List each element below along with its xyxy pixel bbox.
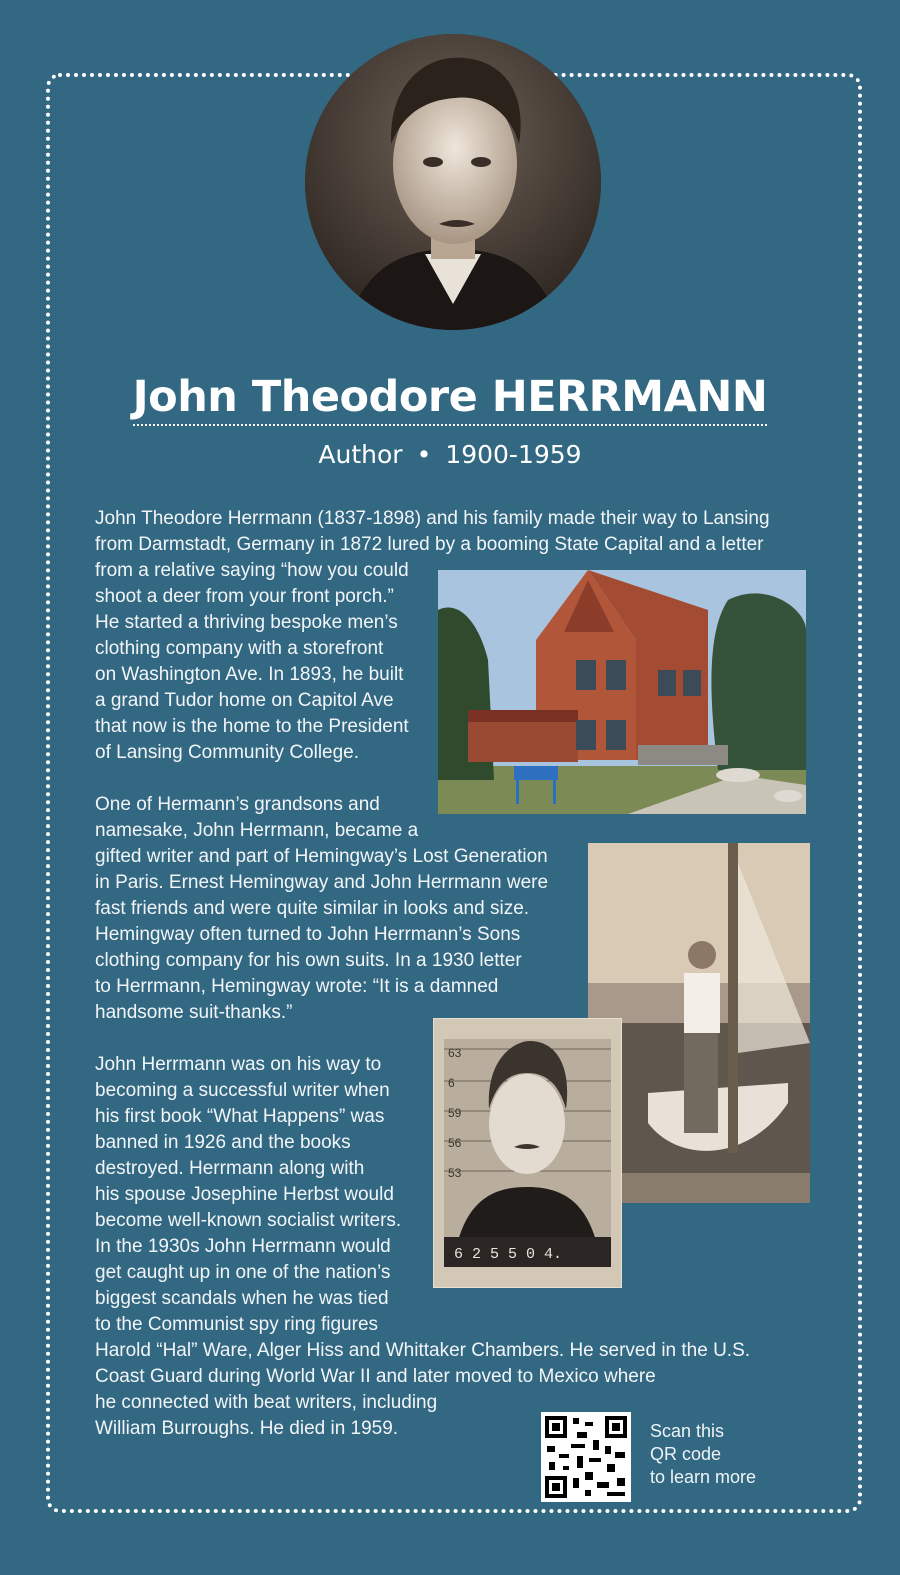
para-1-line: shoot a deer from your front porch.” [95, 586, 394, 607]
para-1-line: a grand Tudor home on Capitol Ave [95, 690, 394, 711]
mugshot-placard-number: 6 2 5 5 0 4. [454, 1246, 563, 1263]
para-2-line: fast friends and were quite similar in looks and size. [95, 898, 530, 919]
para-3-line: biggest scandals when he was tied [95, 1288, 389, 1309]
height-mark: 56 [448, 1136, 462, 1150]
para-1-line: from Darmstadt, Germany in 1872 lured by a booming State Capital and a letter [95, 534, 764, 555]
para-3-line: Harold “Hal” Ware, Alger Hiss and Whittaker Chambers. He served in the U.S. [95, 1340, 751, 1361]
para-3-line: to the Communist spy ring figures [95, 1314, 379, 1335]
para-2-line: gifted writer and part of Hemingway’s Lost Generation [95, 846, 548, 867]
para-1-line: of Lansing Community College. [95, 742, 360, 763]
para-3-line: becoming a successful writer when [95, 1080, 390, 1101]
height-mark: 63 [448, 1046, 462, 1060]
para-1-line: that now is the home to the President [95, 716, 409, 737]
para-3-line: become well-known socialist writers. [95, 1210, 402, 1231]
life-years: 1900-1959 [445, 440, 582, 469]
para-1-line: clothing company with a storefront [95, 638, 384, 659]
person-name: John Theodore HERRMANN [133, 372, 768, 426]
para-1-line: He started a thriving bespoke men’s [95, 612, 398, 633]
portrait-photo [305, 34, 601, 330]
para-1-line: on Washington Ave. In 1893, he built [95, 664, 404, 685]
para-3-line: his first book “What Happens” was [95, 1106, 385, 1127]
tudor-house-photo [438, 570, 806, 814]
para-3-line: he connected with beat writers, including [95, 1392, 438, 1413]
para-1-line: John Theodore Herrmann (1837-1898) and his family made their way to Lansing [95, 508, 770, 529]
para-3-line: In the 1930s John Herrmann would [95, 1236, 391, 1257]
height-mark: 6 [448, 1076, 455, 1090]
occupation: Author [318, 440, 403, 469]
para-2-line: namesake, John Herrmann, became a [95, 820, 419, 841]
para-3-line: destroyed. Herrmann along with [95, 1158, 365, 1179]
height-mark: 59 [448, 1106, 462, 1120]
qr-caption-line: QR code [650, 1444, 722, 1464]
para-2-line: handsome suit-thanks.” [95, 1002, 293, 1023]
para-2-line: to Herrmann, Hemingway wrote: “It is a damned [95, 976, 499, 997]
para-2-line: clothing company for his own suits. In a 1930 letter [95, 950, 522, 971]
para-2-line: Hemingway often turned to John Herrmann’s Sons [95, 924, 521, 945]
mugshot-photo [433, 1018, 622, 1288]
para-3-line: his spouse Josephine Herbst would [95, 1184, 394, 1205]
qr-caption-line: to learn more [650, 1467, 757, 1487]
para-3-line: get caught up in one of the nation’s [95, 1262, 391, 1283]
height-mark: 53 [448, 1166, 462, 1180]
para-2-line: One of Hermann’s grandsons and [95, 794, 380, 815]
para-3-line: banned in 1926 and the books [95, 1132, 351, 1153]
para-1-line: from a relative saying “how you could [95, 560, 409, 581]
qr-code[interactable] [541, 1412, 631, 1502]
para-3-line: Coast Guard during World War II and later moved to Mexico where [95, 1366, 656, 1387]
separator-dot: • [416, 440, 432, 469]
qr-caption-line: Scan this [650, 1421, 725, 1441]
para-2-line: in Paris. Ernest Hemingway and John Herrmann were [95, 872, 549, 893]
para-3-line: William Burroughs. He died in 1959. [95, 1418, 399, 1439]
subtitle [0, 440, 900, 469]
person-name-heading [0, 372, 900, 426]
para-3-line: John Herrmann was on his way to [95, 1054, 382, 1075]
